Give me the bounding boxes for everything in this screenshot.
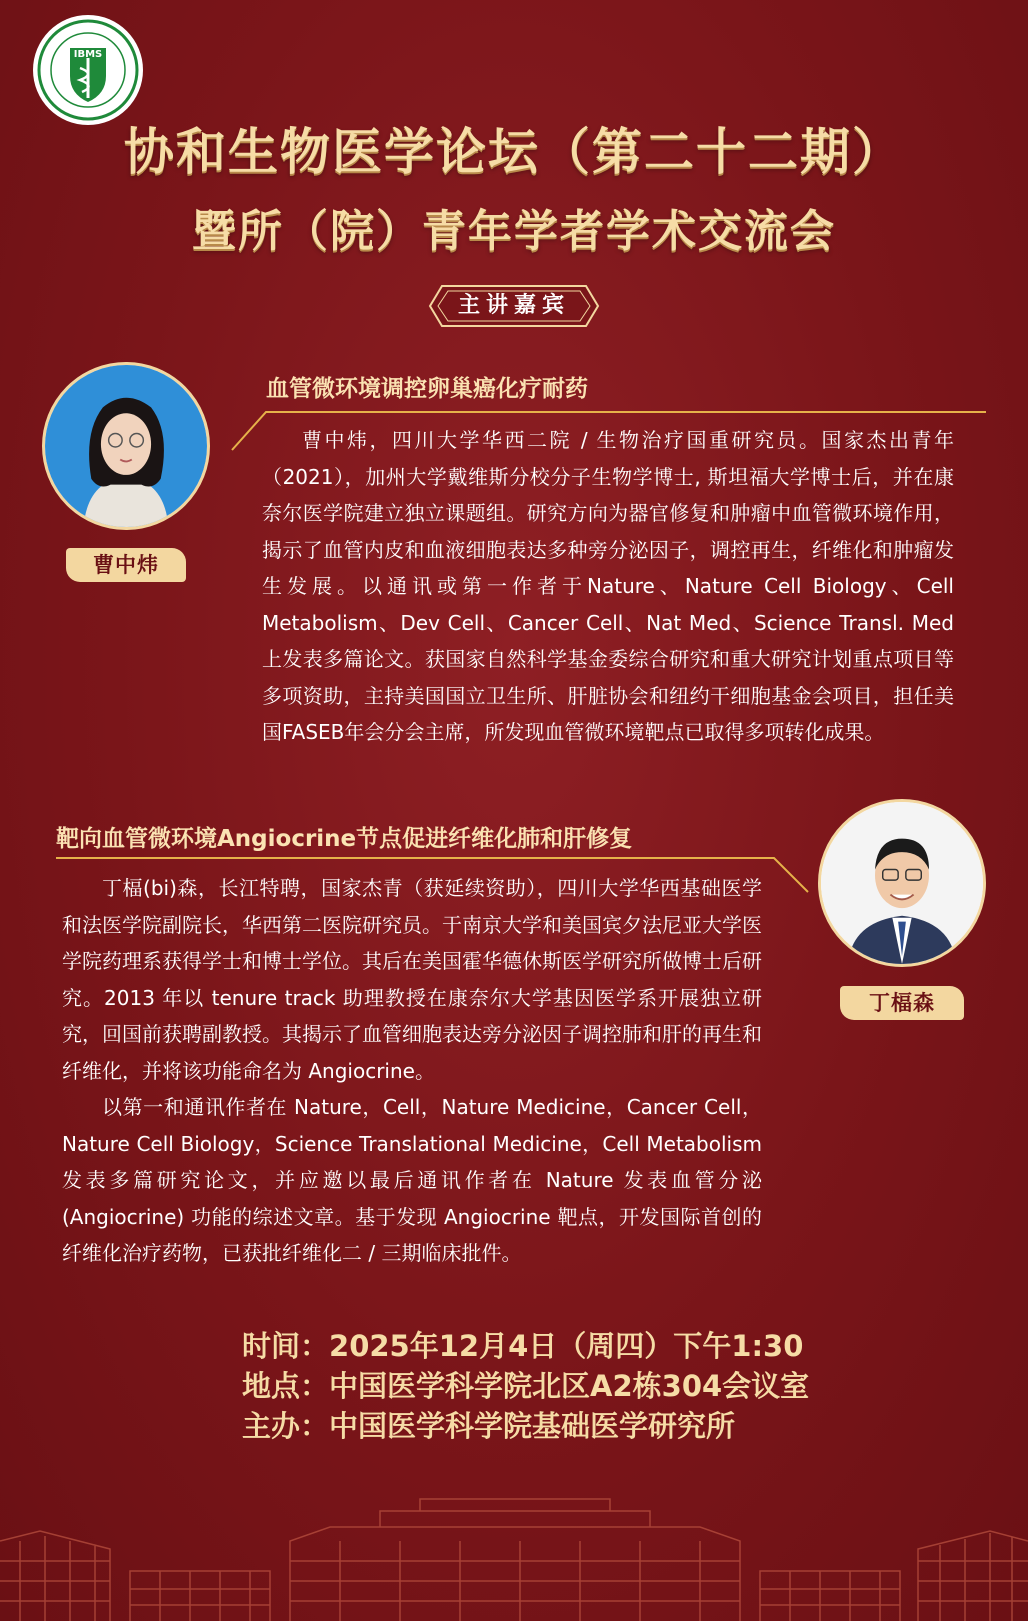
talk-title: 血管微环境调控卵巢癌化疗耐药 [266, 376, 588, 402]
speaker-name-tag: 曹中炜 [66, 548, 186, 582]
portrait-woman-icon [45, 365, 207, 527]
event-time-label: 时间： [242, 1329, 330, 1363]
event-time-value: 2025年12月4日（周四）下午1:30 [329, 1329, 804, 1363]
event-host-row [242, 1406, 809, 1446]
speaker-name-tag: 丁楅森 [840, 986, 964, 1020]
caduceus-emblem-icon [36, 18, 140, 122]
forum-title: 协和生物医学论坛（第二十二期） [124, 123, 904, 181]
speaker-photo-cao [42, 362, 210, 530]
section-badge [428, 284, 600, 328]
ibms-logo [36, 18, 140, 122]
bio-paragraph: 以第一和通讯作者在 Nature，Cell，Nature Medicine，Cancer Cell，Nature Cell Biology，Science Translational Medicine，Cell Metabolism 发表多篇研究论文，并应邀以最后通讯作者在 Nature 发表血管分泌 (Angiocrine) 功能的综述文章。基于发现 Angiocrine 靶点，开发国际首创的纤维化治疗药物，已获批纤维化二 / 三期临床批件。 [62, 1095, 762, 1265]
logo-text: IBMS [73, 49, 103, 60]
speaker-bio [62, 870, 762, 1272]
bio-paragraph: 曹中炜，四川大学华西二院 / 生物治疗国重研究员。国家杰出青年（2021），加州大学戴维斯分校分子生物学博士, 斯坦福大学博士后，并在康奈尔医学院建立独立课题组。研究方向为器官修复和肿瘤中血管微环境作用，揭示了血管内皮和血液细胞表达多种旁分泌因子，调控再生，纤维化和肿瘤发生发展。以通讯或第一作者于Nature、Nature Cell Biology、Cell Metabolism、Dev Cell、Cancer Cell、Nat Med、Science Transl. Med上发表多篇论文。获国家自然科学基金委综合研究和重大研究计划重点项目等多项资助，主持美国国立卫生所、肝脏协会和纽约干细胞基金会项目，担任美国FASEB年会分会主席，所发现血管微环境靶点已取得多项转化成果。 [262, 428, 954, 744]
speaker-photo-ding [818, 799, 986, 967]
event-place-value: 中国医学科学院北区A2栋304会议室 [329, 1369, 810, 1403]
talk-title: 靶向血管微环境Angiocrine节点促进纤维化肺和肝修复 [56, 826, 633, 852]
event-host-label: 主办： [242, 1409, 330, 1443]
event-place-label: 地点： [242, 1369, 330, 1403]
portrait-man-icon [821, 802, 983, 964]
forum-subtitle: 暨所（院）青年学者学术交流会 [192, 206, 836, 257]
event-host-value: 中国医学科学院基础医学研究所 [329, 1409, 736, 1443]
section-badge-label: 主讲嘉宾 [457, 293, 570, 318]
bio-paragraph: 丁楅(bi)森，长江特聘，国家杰青（获延续资助），四川大学华西基础医学和法医学院副院长，华西第二医院研究员。于南京大学和美国宾夕法尼亚大学医学院药理系获得学士和博士学位。其后在美国霍华德休斯医学研究所做博士后研究。2013 年以 tenure track 助理教授在康奈尔大学基因医学系开展独立研究，回国前获聘副教授。其揭示了血管细胞表达旁分泌因子调控肺和肝的再生和纤维化，并将该功能命名为 Angiocrine。 [62, 876, 762, 1083]
event-place-row [242, 1366, 809, 1406]
event-info [242, 1326, 809, 1446]
speaker-bio [262, 422, 954, 751]
event-time-row [242, 1326, 809, 1366]
building-skyline-icon [0, 1471, 1028, 1621]
